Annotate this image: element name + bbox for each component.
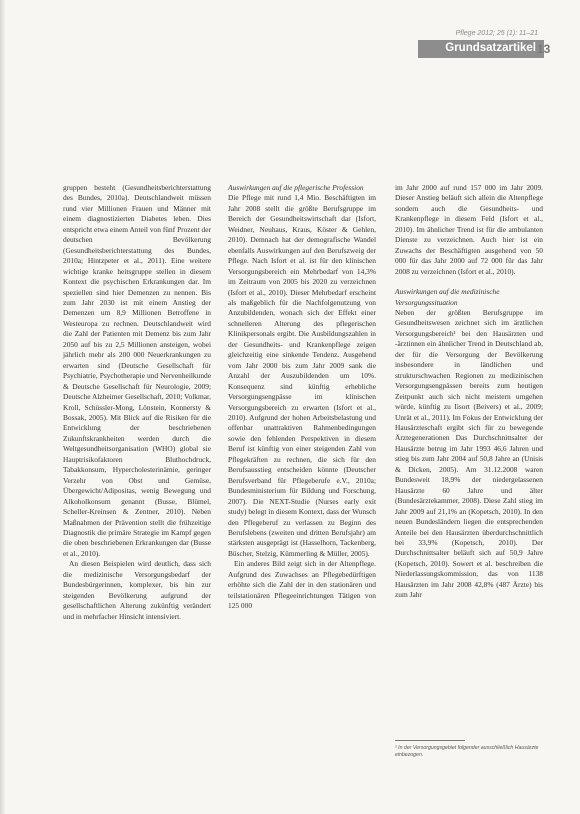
- text-column-3: [395, 183, 543, 601]
- page-edge-shadow: [0, 0, 6, 814]
- text-column-1: [63, 183, 211, 622]
- spacer: [395, 277, 543, 287]
- section-label: Grundsatzartikel: [445, 42, 536, 54]
- section-heading: Auswirkungen auf die pflegerische Profession: [228, 183, 364, 192]
- paragraph: Die Pflege mit rund 1,4 Mio. Beschäftigten im Jahr 2008 stellt die größte Berufsgruppe im Bereich der Gesundheitswirtschaft dar (Isfort, Weidner, Neuhaus, Kraus, Köster & Gehlen, 2010). Demnach hat der demografische Wandel ebenfalls Auswirkungen auf den Berufszweig der Pflege. Nach Isfort et al. ist für den klinischen Versorgungsbereich ein Mehrbedarf von 14,3% im Zeitraum von 2005 bis 2020 zu verzeichnen (Isfort et al., 2010). Dieser Mehrbedarf erscheint als maßgeblich für die Nachfolgenutzung von Anzubildenden, wonach sich der Effekt einer schnelleren Alterung des pflegerischen Klinikpersonals ergibt. Die Ausbildungszahlen in der Gesundheits- und Krankenpflege zeigen gleichzeitig eine sinkende Tendenz. Ausgehend vom Jahr 2000 bis zum Jahr 2009 sank die Anzahl der Auszubildenden um 10%. Konsequenz sind künftig erhebliche Versorgungsengpässe im klinischen Versorgungsbereich zu erwarten (Isfort et al., 2010). Aufgrund der hohen Arbeitsbelastung und offenbar unattraktiven Rahmenbedingungen sowie den fehlenden Perspektiven in diesem Beruf ist künftig von einer steigenden Zahl von Pflegekräften zu rechnen, die sich für den Berufsausstieg entscheiden könnte (Deutscher Berufsverband für Pflegeberufe e.V., 2010a; Bundesministerium für Bildung und Forschung, 2007). Die NEXT-Studie (Nurses early exit study) belegt in diesem Kontext, dass der Wunsch den Pflegeberuf zu verlassen zu Beginn des Berufslebens (zweiten und dritten Berufsjahr) am stärksten ausgeprägt ist (Hasselhorn, Tackenberg, Büscher, Stelzig, Kümmerling & Müller, 2005).: [228, 193, 376, 558]
- paragraph: Ein anderes Bild zeigt sich in der Altenpflege. Aufgrund des Zuwachses an Pflegebedürftigen erhöhte sich die Zahl der in den stationären und teilstationären Pflegeeinrichtungen Tätigen von 125 000: [228, 559, 376, 611]
- section-heading: Auswirkungen auf die medizinische Versorgungssituation: [395, 287, 500, 307]
- footnote: ¹ In der Versorgungsgebiet folgender ausschließlich Hausärzte einbezogen.: [395, 745, 539, 758]
- paragraph: gruppen besteht (Gesundheitsberichterstattung des Bundes, 2010a). Deutschlandweit müssen rund vier Millionen Frauen und Männer mit einem diagnostizierten Diabetes leben. Dies entspricht etwa einem Anteil von fünf Prozent der deutschen Bevölkerung (Gesundheitsberichterstattung des Bundes, 2010a; Hintzpeter et al., 2011). Eine weitere wichtige kranke heitsgruppe stellen in diesem Kontext die psychischen Erkrankungen dar. Im speziellen sind hier Demenzen zu nennen. Bis zum Jahr 2030 ist mit einem Anstieg der Demenzen um 8,9 Millionen Betroffene in Westeuropa zu rechnen. Deutschlandweit wird die Zahl der Patienten mit Demenz bis zum Jahr 2050 auf bis zu 2,5 Millionen ansteigen, wobei jährlich mehr als 200 000 Neuerkrankungen zu erwarten sind (Deutsche Gesellschaft für Psychiatrie, Psychotherapie und Nervenheilkunde & Deutsche Gesellschaft für Neurologie, 2009; Deutsche Alzheimer Gesellschaft, 2010; Volkmar, Kroll, Schüssler-Mong, Lönstein, Konnersty & Bossak, 2005). Mit Blick auf die Risiken für die Entwicklung der beschriebenen Zukunftskrankheiten werden durch die Weltgesundheitsorganisation (WHO) global sie Hauptrisikofaktoren Bluthochdruck, Tabakkonsum, Hypercholesterinämie, geringer Verzehr von Obst und Gemüse, Übergewicht/Adipositas, wenig Bewegung und Alkoholkonsum genannt (Busse, Blümel, Scheller-Kreinsen & Zentner, 2010). Neben Maßnahmen der Prävention stellt die frühzeitige Diagnostik die primäre Strategie im Kampf gegen die oben beschriebenen Erkrankungen dar (Busse et al., 2010).: [63, 183, 211, 558]
- footnote-divider: [395, 740, 465, 741]
- page-number: 13: [537, 42, 551, 56]
- section-banner: [418, 40, 544, 58]
- paragraph: An diesen Beispielen wird deutlich, dass sich die medizinische Versorgungsbedarf der Bundesbürgerinnen, komplexer, bis hin zur steigenden Bevölkerung aufgrund der gesellschaftlichen Alterung zukünftig verändert und in mehrfacher Hinsicht intensiviert.: [63, 559, 211, 621]
- paragraph: im Jahr 2000 auf rund 157 000 im Jahr 2009. Dieser Anstieg beläuft sich allein die Altenpflege sondern auch die Gesundheits- und Krankenpflege in diesem Feld (Isfort et al., 2010). Im ähnlicher Trend ist für die ambulanten Dienste zu verzeichnen. Auch hier ist ein Zuwachs der Beschäftigten ausgehend von 50 000 für das Jahr 2000 auf 72 000 für das Jahr 2008 zu verzeichnen (Isfort et al., 2010).: [395, 183, 543, 276]
- text-column-2: [228, 183, 376, 612]
- paragraph: Neben der größten Berufsgruppe im Gesundheitswesen zeichnet sich im ärztlichen Versorgungsbereich¹ bei den Hausärzten und -ärztinnen ein ähnlicher Trend in Deutschland ab, der für die Versorgung der Bevölkerung insbesondere in ländlichen und strukturschwachen Regionen zu medizinischen Versorgungsengpässen bereits zum heutigen Zeitpunkt auch sich nicht meistern umgehen würde, künftig zu Iisort (Beivers) et al., 2009; Unrät et al., 2011). Im Fokus der Entwicklung der Hausärzteschaft ergibt sich für zu bewegende Ärztegenerationen Das Durchschnittsalter der Hausärzte betrug im Jahr 1993 46,6 Jahren und stieg bis zum Jahr 2004 auf 50,8 Jahre an (Unisis & Dicken, 2005). Am 31.12.2008 waren Bundesweit 18,9% der niedergelassenen Hausärzte 60 Jahre und älter (Bundesärztekammer, 2008). Diese Zahl stieg im Jahr 2009 auf 21,1% an (Kopetsch, 2010). In den neuen Bundesländern liegen die entsprechenden Anteile bei den Hausärzten überdurchschnittlich bei 33,9% (Kopetsch, 2010). Der Durchschnittsalter beläuft sich auf 50,9 Jahre (Kopetsch, 2010). Sowert et al. beschreiben die Niederlassungskommission, das von 1138 Hausärzten im Jahr 2008 42,8% (487 Ärzte) bis zum Jahr: [395, 307, 543, 600]
- journal-citation: Pflege 2012; 25 (1): 11–21: [455, 30, 538, 37]
